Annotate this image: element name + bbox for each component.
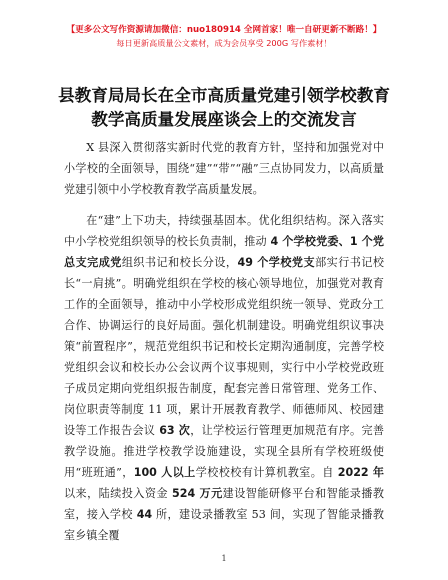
promo-banner-line1: 【更多公文写作资源请加微信：nuo180914 全网首家！唯一自研更新不断路！】 [66, 25, 382, 35]
bold-run: 49 个学校党支 [237, 256, 316, 269]
document-title-line2: 教学高质量发展座谈会上的交流发言 [91, 110, 357, 129]
bold-run: 524 万元 [172, 487, 223, 500]
page-number: 1 [221, 554, 227, 563]
promo-banner [0, 24, 448, 50]
text-run: 在“建”上下功夫，持续强基固本。优化组织结构。深入落实中小学校党组织领导的校长负责制，推动 [64, 214, 384, 248]
bold-run: 2022 年 [337, 466, 384, 479]
document-body [64, 137, 384, 546]
promo-banner-line2: 每日更新高质量公文素材，成为会员享受 200G 写作素材！ [116, 38, 332, 48]
paragraph-gap [64, 200, 384, 210]
bold-run: 63 次 [159, 424, 191, 437]
bold-run: 44 [136, 508, 153, 521]
text-run: 所，建设录播教室 53 间，实现了智能录播教室乡镇全覆 [64, 508, 384, 542]
body-paragraph [64, 210, 384, 546]
text-run: 部实行书记校长“一肩挑”。明确党组织在学校的核心领导地位，加强党对教育工作的全面领导，推动中小学校形成党组织统一领导、党政分工合作、协调运行的良好局面。强化机制建设。明确党组织议事决策“前置程序”，规范党组织书记和校长定期沟通制度，完善学校党组织会议和校长办公会议两个议事规则，实行中小学校党政班子成员定期向党组织报告制度，配套完善日常管理、党务工作、岗位职责等制度 11 项，累计开展教育教学、师德师风、校园建设等工作报告会议 [64, 256, 384, 437]
text-run: ，让学校运行管理更加规范有序。完善教学设施。推进学校教学设施建设，实现全县所有学校班级使用“班班通”， [64, 424, 384, 479]
intro-paragraph: X 县深入贯彻落实新时代党的教育方针，坚持和加强党对中小学校的全面领导，围绕“建”“带”“融”三点协同发力，以高质量党建引领中小学校教育教学高质量发展。 [64, 141, 384, 196]
text-run: 建设智能研修平台和智能录播教室，接入学校 [64, 487, 384, 521]
text-run: 学校校校有计算机教室。自 [195, 466, 338, 479]
text-run: 组织书记和校长分设， [121, 256, 238, 269]
bold-run: 4 个学校党委、1 个党总支完成党 [64, 235, 384, 269]
bold-run: 100 人以上 [133, 466, 196, 479]
text-run: 以来，陆续投入资金 [64, 487, 173, 500]
document-title [0, 84, 448, 132]
document-title-line1: 县教育局局长在全市高质量党建引领学校教育 [58, 86, 390, 105]
